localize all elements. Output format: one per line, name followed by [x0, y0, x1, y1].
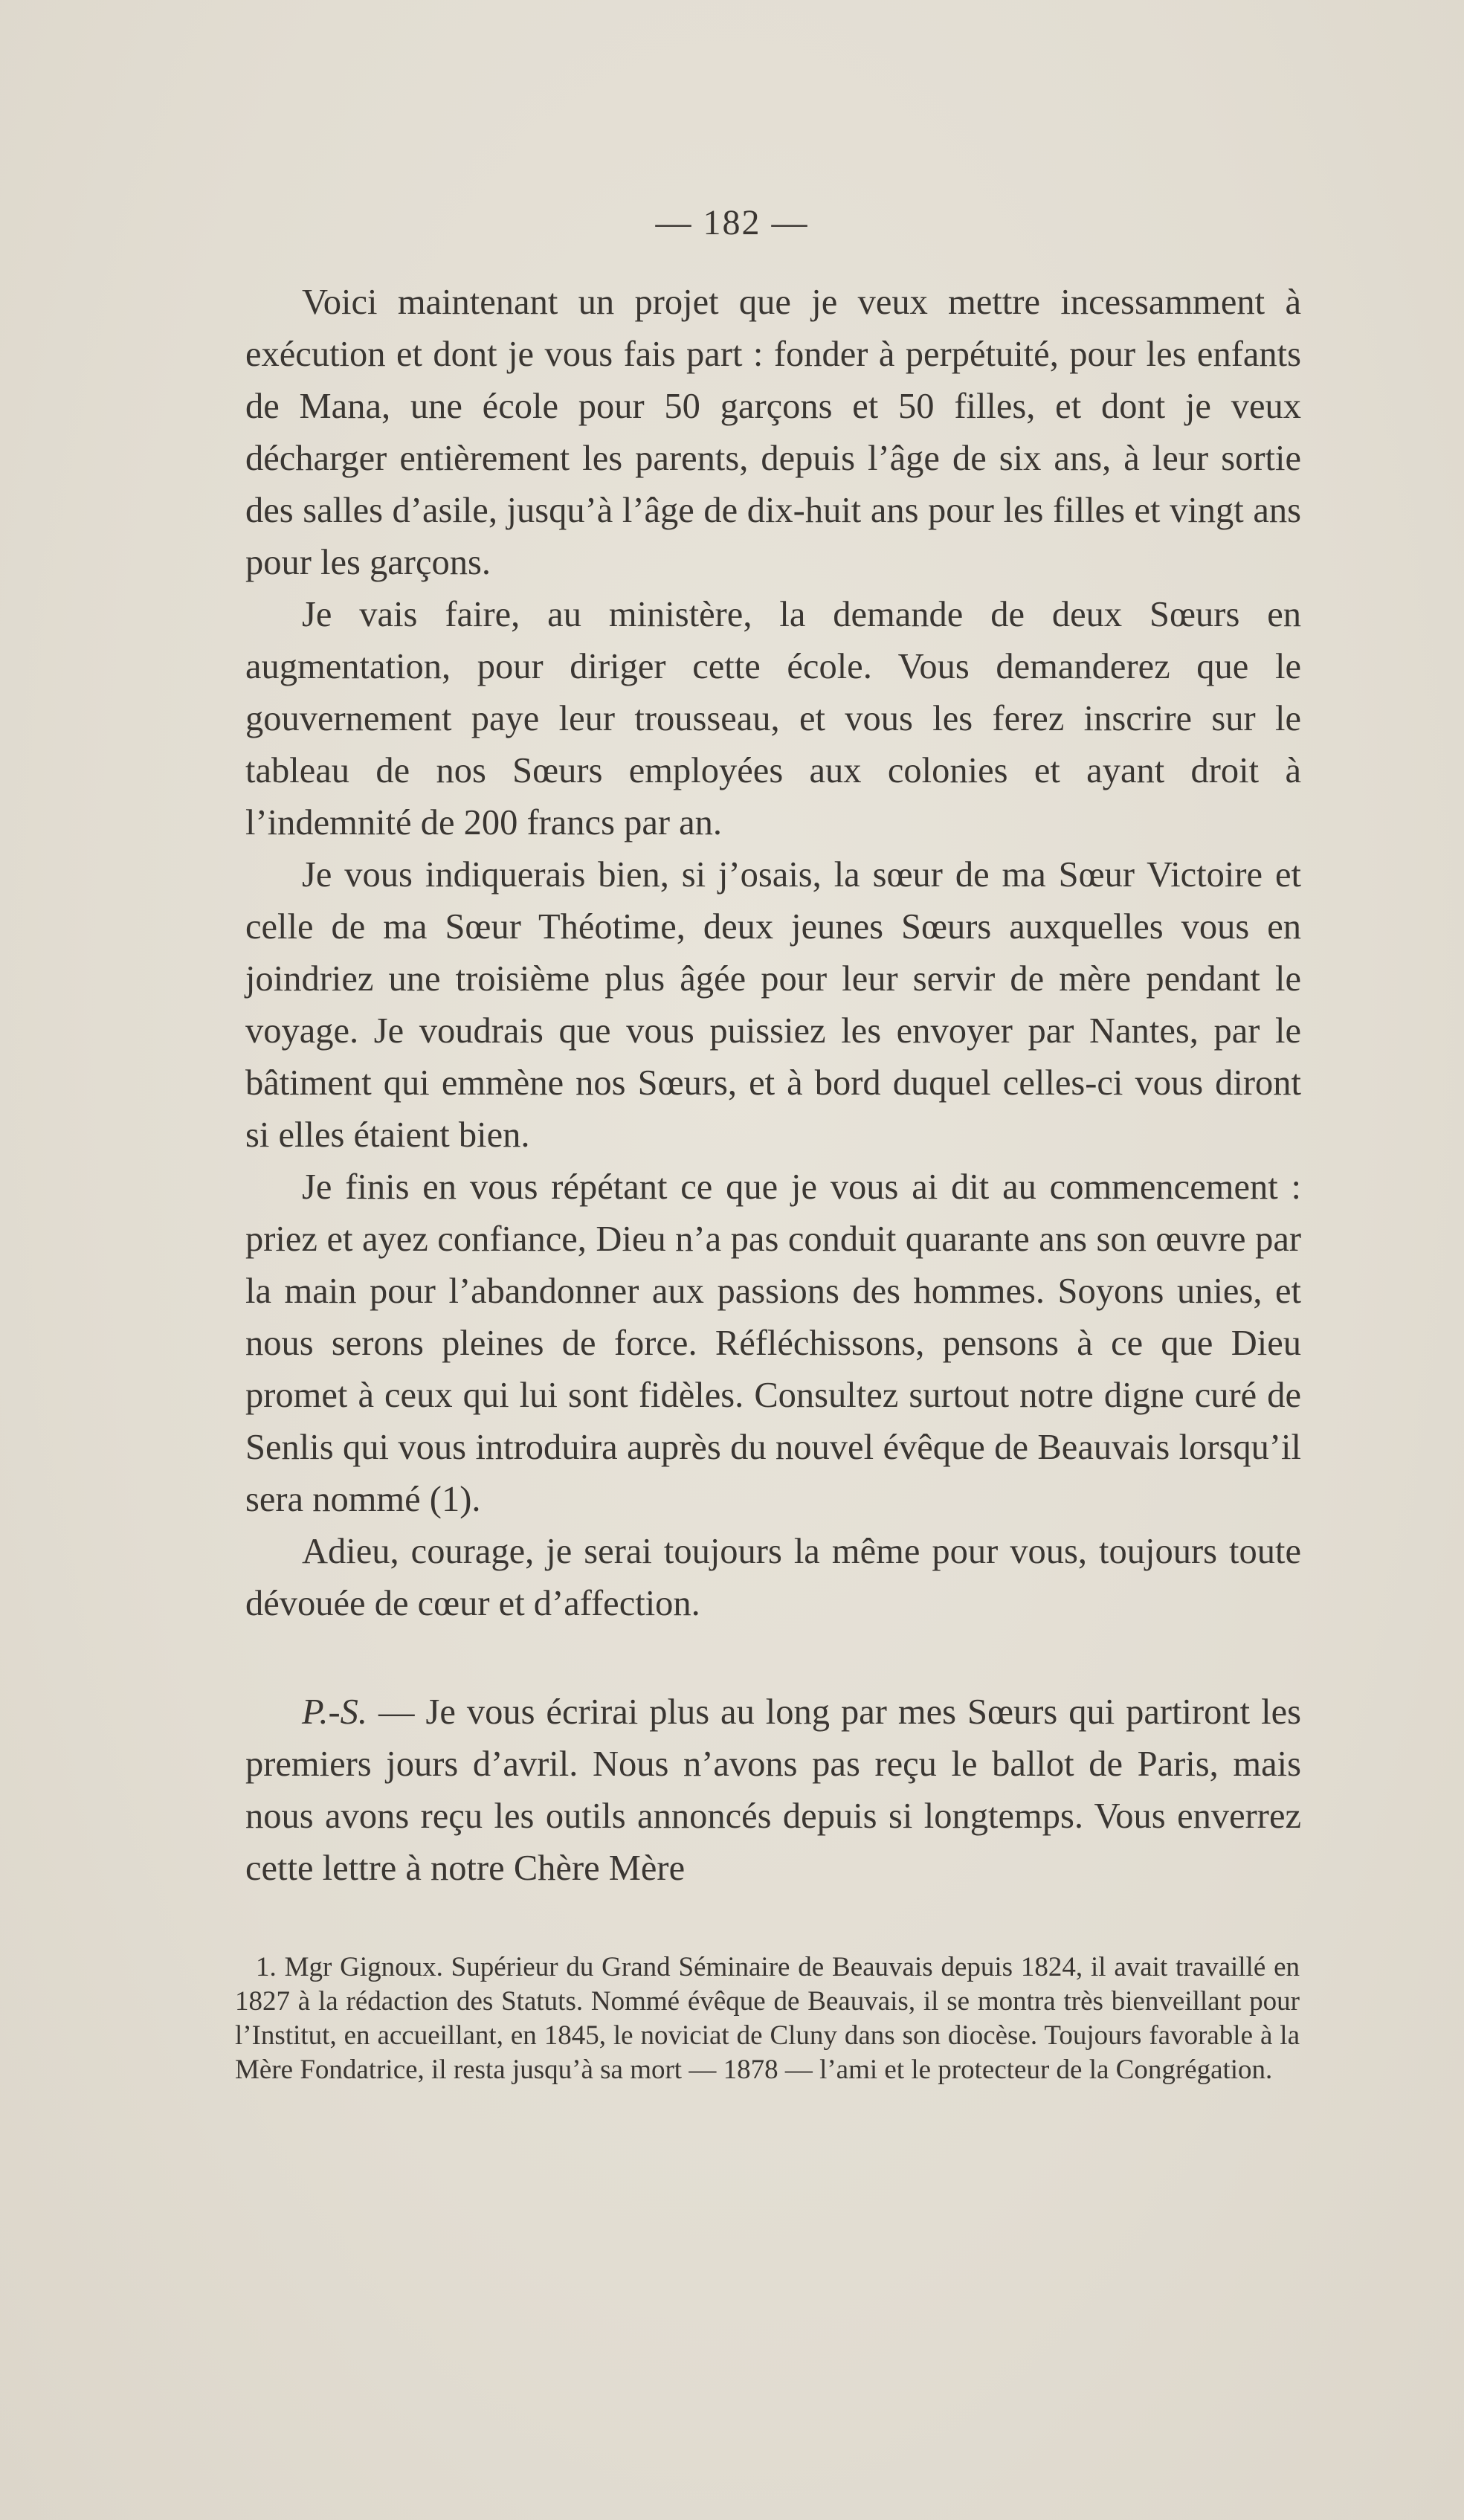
postscript-text: — Je vous écrirai plus au long par mes Sœurs qui partiront les premiers jours d’avril. Nous n’avons pas reçu le ballot de Paris, mais nous avons reçu les outils annoncés depuis si longtemps. Vous enverrez cette lettre à notre Chère Mère — [245, 1692, 1301, 1888]
letter-paragraph-2: Je vais faire, au ministère, la demande de deux Sœurs en augmentation, pour diriger cette école. Vous demanderez que le gouvernement paye leur trousseau, et vous les ferez inscrire sur le tableau de nos Sœurs employées aux colonies et ayant droit à l’indemnité de 200 francs par an. — [245, 595, 1301, 842]
postscript-paragraph — [245, 1686, 1301, 1895]
letter-paragraph-3: Je vous indiquerais bien, si j’osais, la sœur de ma Sœur Victoire et celle de ma Sœur Théotime, deux jeunes Sœurs auxquelles vous en joindriez une troisième plus âgée pour leur servir de mère pendant le voyage. Je voudrais que vous puissiez les envoyer par Nantes, par le bâtiment qui emmène nos Sœurs, et à bord duquel celles-ci vous diront si elles étaient bien. — [245, 855, 1301, 1155]
page-number: — 182 — — [655, 203, 809, 242]
letter-body — [245, 277, 1301, 1630]
footnote-text: 1. Mgr Gignoux. Supérieur du Grand Séminaire de Beauvais depuis 1824, il avait travaillé en 1827 à la rédaction des Statuts. Nommé évêque de Beauvais, il se montra très bienveillant pour l’Institut, en accueillant, en 1845, le noviciat de Cluny dans son diocèse. Toujours favorable à la Mère Fondatrice, il resta jusqu’à sa mort — 1878 — l’ami et le protecteur de la Congrégation. — [235, 1952, 1300, 2085]
letter-paragraph-4: Je finis en vous répétant ce que je vous ai dit au commencement : priez et ayez confiance, Dieu n’a pas conduit quarante ans son œuvre par la main pour l’abandonner aux passions des hommes. Soyons unies, et nous serons pleines de force. Réfléchissons, pensons à ce que Dieu promet à ceux qui lui sont fidèles. Consultez surtout notre digne curé de Senlis qui vous introduira auprès du nouvel évêque de Beauvais lorsqu’il sera nommé (1). — [245, 1167, 1301, 1519]
footnote — [235, 1950, 1300, 2087]
letter-paragraph-5: Adieu, courage, je serai toujours la même pour vous, toujours toute dévouée de cœur et d’affection. — [245, 1532, 1301, 1623]
postscript-label: P.-S. — [302, 1692, 368, 1732]
postscript — [245, 1686, 1301, 1895]
letter-paragraph-1: Voici maintenant un projet que je veux mettre incessamment à exécution et dont je vous fais part : fonder à perpétuité, pour les enfants de Mana, une école pour 50 garçons et 50 filles, et dont je veux décharger entièrement les parents, depuis l’âge de six ans, à leur sortie des salles d’asile, jusqu’à l’âge de dix-huit ans pour les filles et vingt ans pour les garçons. — [245, 283, 1301, 582]
